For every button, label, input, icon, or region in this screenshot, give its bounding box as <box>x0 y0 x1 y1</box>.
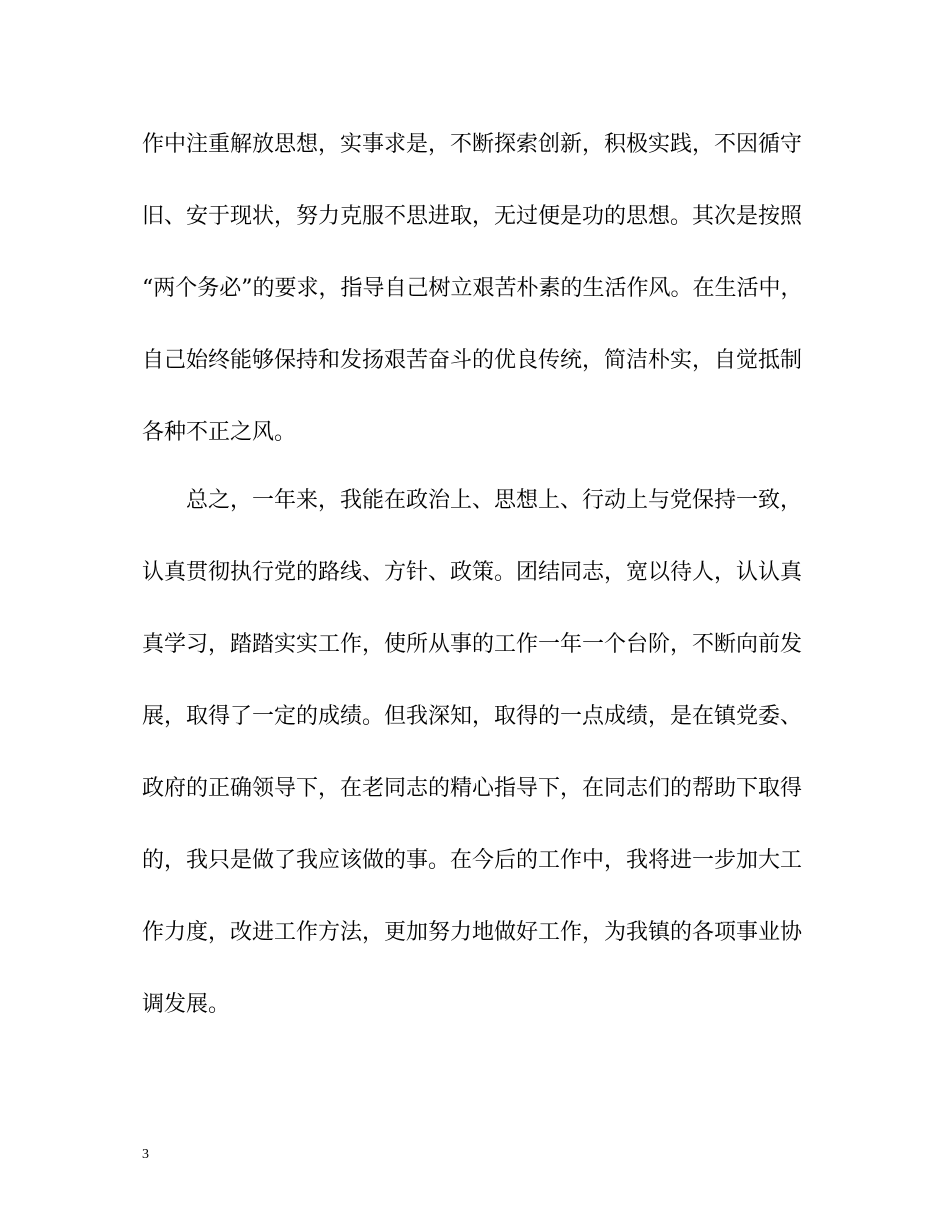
paragraph-1-line-5: 各种不正之风。 <box>142 420 297 445</box>
paragraph-2-line-5: 政府的正确领导下，在老同志的精心指导下，在同志们的帮助下取得 <box>142 776 803 801</box>
paragraph-2-line-2: 认真贯彻执行党的路线、方针、政策。团结同志，宽以待人，认认真 <box>142 560 803 585</box>
paragraph-2-line-8: 调发展。 <box>142 992 231 1017</box>
paragraph-2-line-1: 总之，一年来，我能在政治上、思想上、行动上与党保持一致， <box>186 488 803 513</box>
paragraph-2-line-7: 作力度，改进工作方法，更加努力地做好工作，为我镇的各项事业协 <box>142 920 803 945</box>
paragraph-2-line-3: 真学习，踏踏实实工作，使所从事的工作一年一个台阶，不断向前发 <box>142 632 803 657</box>
paragraph-2-line-4: 展，取得了一定的成绩。但我深知，取得的一点成绩，是在镇党委、 <box>142 704 803 729</box>
paragraph-1-line-2: 旧、安于现状，努力克服不思进取，无过便是功的思想。其次是按照 <box>142 204 803 229</box>
page-number: 3 <box>142 1147 149 1162</box>
paragraph-1-line-1: 作中注重解放思想，实事求是，不断探索创新，积极实践，不因循守 <box>142 132 803 157</box>
paragraph-1-line-4: 自己始终能够保持和发扬艰苦奋斗的优良传统，简洁朴实，自觉抵制 <box>142 348 803 373</box>
paragraph-1-line-3: “两个务必”的要求，指导自己树立艰苦朴素的生活作风。在生活中， <box>142 276 803 301</box>
paragraph-2-line-6: 的，我只是做了我应该做的事。在今后的工作中，我将进一步加大工 <box>142 848 803 873</box>
